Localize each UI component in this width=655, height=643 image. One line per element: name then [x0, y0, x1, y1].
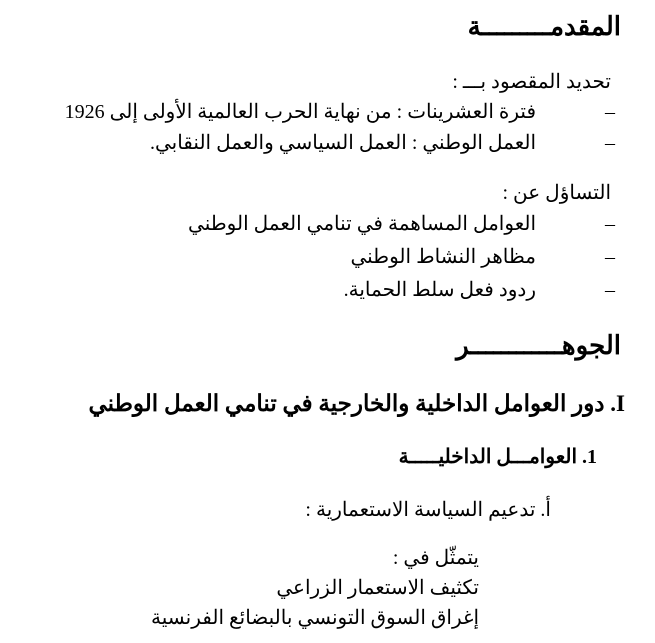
- point-a: أ. تدعيم السياسة الاستعمارية :: [305, 499, 551, 521]
- list-dash: –: [605, 132, 615, 154]
- subsection-1-number: 1.: [582, 446, 597, 468]
- consists-label: يتمثّل في :: [392, 547, 479, 569]
- subsection-1-heading: [399, 447, 597, 467]
- list-dash: –: [605, 246, 615, 268]
- list-dash: –: [605, 101, 615, 123]
- consists-item-2: إغراق السوق التونسي بالبضائع الفرنسية: [151, 607, 479, 629]
- question-item-1: العوامل المساهمة في تنامي العمل الوطني: [188, 213, 536, 235]
- question-item-2: مظاهر النشاط الوطني: [350, 246, 536, 268]
- question-label: التساؤل عن :: [502, 182, 611, 204]
- section-1-heading: [89, 392, 626, 415]
- define-label: تحديد المقصود بـــ :: [452, 71, 611, 93]
- subsection-1-title: العوامـــل الداخليـــــة: [398, 446, 577, 468]
- define-item-2: العمل الوطني : العمل السياسي والعمل النقابي.: [149, 132, 536, 154]
- consists-item-1: تكثيف الاستعمار الزراعي: [276, 577, 479, 599]
- intro-heading: المقدمـــــــــة: [467, 12, 621, 41]
- section-1-numeral: I.: [610, 391, 625, 416]
- question-item-3: ردود فعل سلط الحماية.: [343, 279, 536, 301]
- define-item-1: فترة العشرينات : من نهاية الحرب العالمية الأولى إلى 1926: [64, 101, 536, 123]
- list-dash: –: [605, 279, 615, 301]
- section-1-title: دور العوامل الداخلية والخارجية في تنامي العمل الوطني: [88, 391, 605, 416]
- body-heading: الجوهــــــــــــر: [456, 331, 621, 360]
- list-dash: –: [605, 213, 615, 235]
